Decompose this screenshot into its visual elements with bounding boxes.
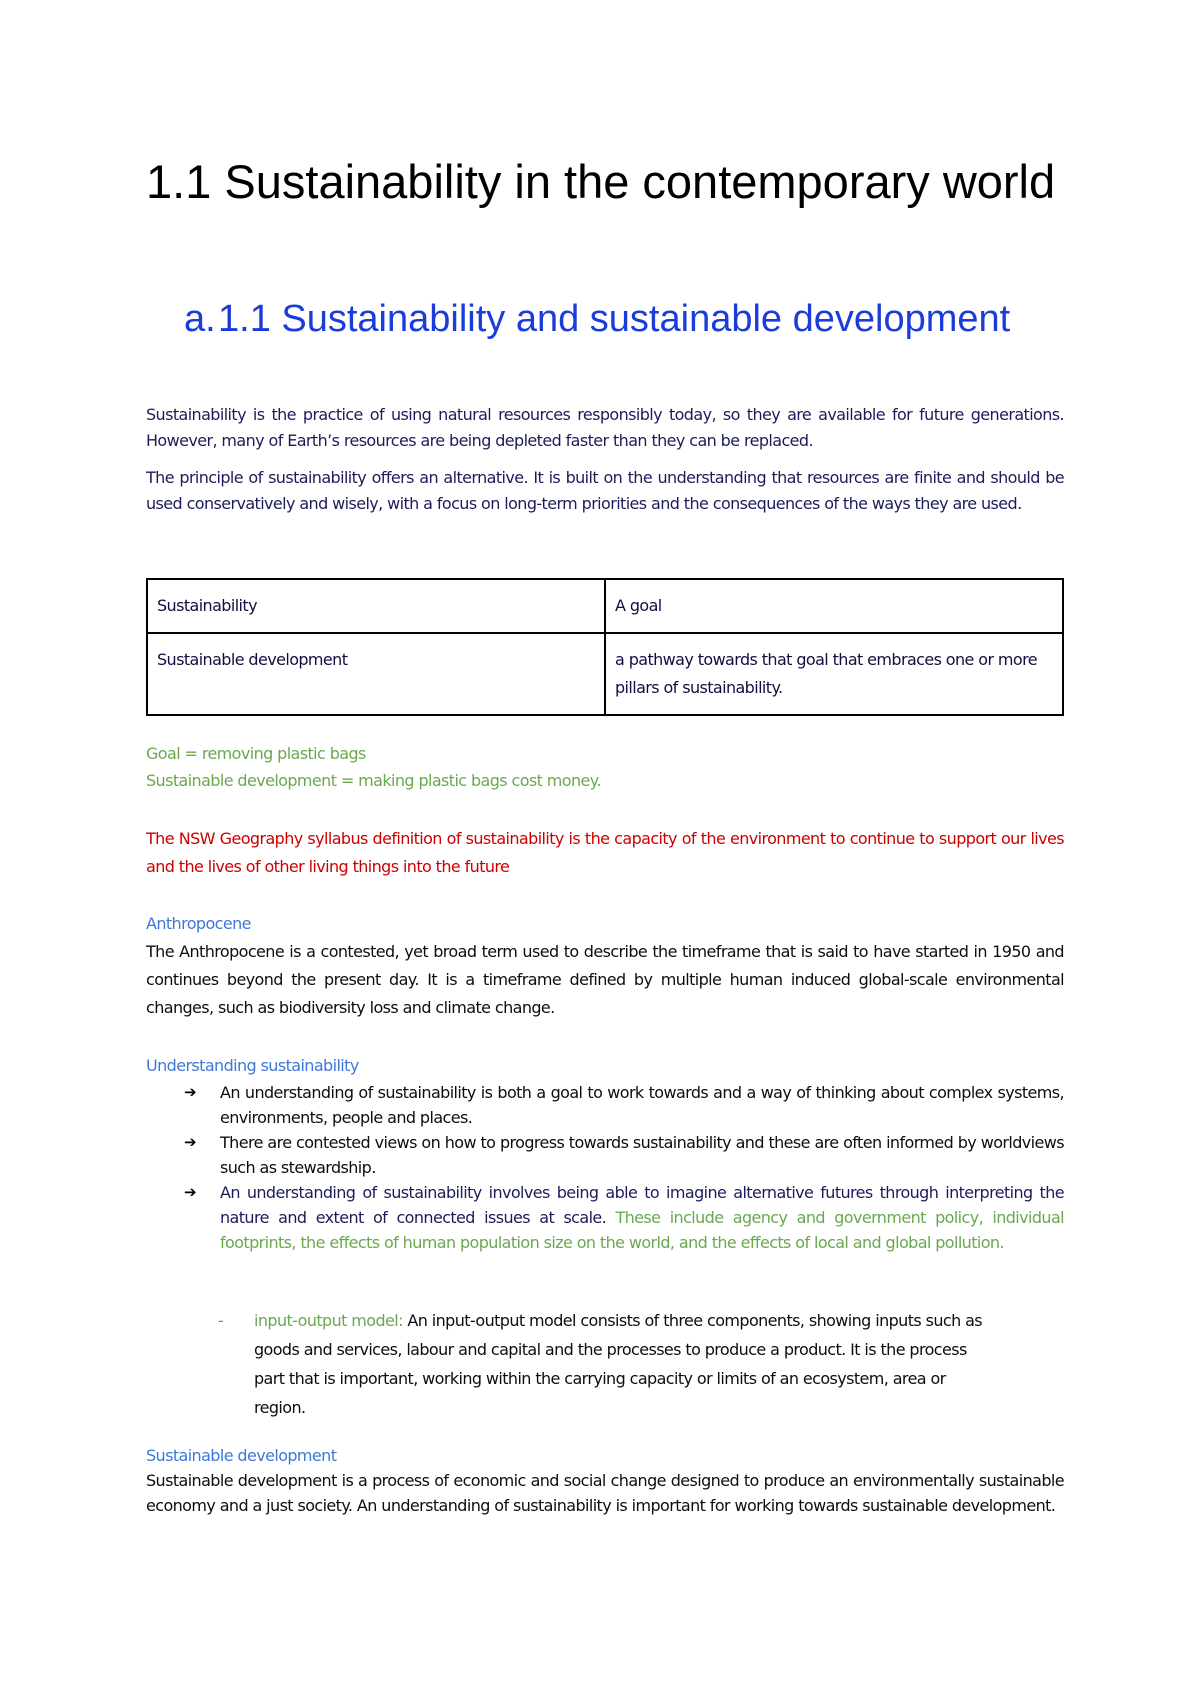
- intro-paragraph-1: Sustainability is the practice of using natural resources responsibly today, so they are available for future generations. However, many of Earth’s resources are being depleted faster than they can be replaced.: [146, 405, 1064, 450]
- arrow-icon: ➔: [184, 1133, 196, 1151]
- highlight-text: These include agency and government policy, individual footprints, the effects of human population size on the world, and the effects of local and global pollution.: [220, 1208, 1065, 1252]
- anthropocene-text: The Anthropocene is a contested, yet broad term used to describe the timeframe that is said to have started in 1950 and continues beyond the present day. It is a timeframe defined by multiple human induced global-scale environmental changes, such as biodiversity loss and climate change.: [146, 942, 1064, 1017]
- table-row: [147, 633, 1063, 715]
- input-output-item: [218, 1306, 994, 1422]
- list-item: ➔ An understanding of sustainability is both a goal to work towards and a way of thinking about complex systems, environments, people and places.: [184, 1080, 1064, 1130]
- sustainable-development-text: Sustainable development is a process of economic and social change designed to produce an environmentally sustainable economy and a just society. An understanding of sustainability is important for working towards sustainable development.: [146, 1471, 1064, 1515]
- input-output-label: input-output model:: [254, 1311, 403, 1330]
- dash-bullet: -: [218, 1311, 224, 1330]
- table-cell-meaning: a pathway towards that goal that embraces one or more pillars of sustainability.: [605, 633, 1063, 715]
- table-row: [147, 579, 1063, 633]
- example-development: Sustainable development = making plastic bags cost money.: [146, 771, 601, 790]
- anthropocene-heading: Anthropocene: [146, 914, 251, 933]
- page-title: 1.1 Sustainability in the contemporary world: [146, 155, 1056, 208]
- definition-table: [146, 578, 1064, 716]
- arrow-icon: ➔: [184, 1083, 196, 1101]
- input-output-text: An input-output model consists of three components, showing inputs such as goods and services, labour and capital and the processes to produce a product. It is the process part that is important, working within the carrying capacity or limits of an ecosystem, area or region.: [254, 1311, 983, 1417]
- nsw-definition: The NSW Geography syllabus definition of sustainability is the capacity of the environment to continue to support our lives and the lives of other living things into the future: [146, 829, 1064, 876]
- table-cell-term: Sustainability: [147, 579, 605, 633]
- understanding-list: [184, 1080, 1064, 1255]
- table-cell-meaning: A goal: [605, 579, 1063, 633]
- section-title: 1.1 Sustainability and sustainable development: [218, 298, 1011, 340]
- list-item: ➔ An understanding of sustainability involves being able to imagine alternative futures through interpreting the nature and extent of connected issues at scale. These include agency and government policy, individual footprints, the effects of human population size on the world, and the effects of local and global pollution.: [184, 1180, 1064, 1255]
- example-goal: Goal = removing plastic bags: [146, 744, 366, 763]
- sustainable-development-heading: Sustainable development: [146, 1446, 337, 1465]
- section-number: a.: [184, 298, 216, 340]
- table-cell-term: Sustainable development: [147, 633, 605, 715]
- list-item: ➔ There are contested views on how to progress towards sustainability and these are often informed by worldviews such as stewardship.: [184, 1130, 1064, 1180]
- intro-paragraph-2: The principle of sustainability offers an alternative. It is built on the understanding that resources are finite and should be used conservatively and wisely, with a focus on long-term priorities and the consequences of the ways they are used.: [146, 468, 1064, 513]
- arrow-icon: ➔: [184, 1183, 196, 1201]
- understanding-heading: Understanding sustainability: [146, 1056, 359, 1075]
- section-heading: [184, 296, 1044, 342]
